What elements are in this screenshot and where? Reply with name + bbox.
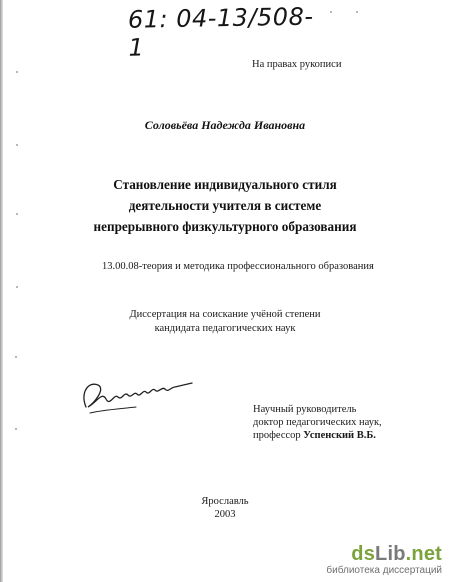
scan-speck	[16, 144, 18, 146]
supervisor-name-line	[253, 429, 382, 442]
scan-speck	[16, 71, 18, 73]
supervisor-role: Научный руководитель	[253, 404, 357, 415]
supervisor-name: Успенский В.Б.	[303, 430, 376, 441]
author-signature	[76, 363, 196, 425]
scan-speck	[15, 428, 17, 430]
degree-line: кандидата педагогических наук	[154, 323, 296, 334]
specialty-code: 13.00.08-теория и методика профессионального образования	[102, 261, 374, 272]
scan-speck	[330, 11, 332, 13]
year: 2003	[214, 509, 236, 520]
signature-svg	[76, 363, 196, 425]
logo-net: .net	[405, 543, 442, 565]
scan-speck	[356, 11, 358, 13]
supervisor-degree: доктор педагогических наук,	[253, 417, 382, 428]
dissertation-title	[0, 174, 450, 237]
logo-lib: Lib	[375, 543, 406, 565]
scan-speck	[16, 286, 18, 288]
scan-speck	[15, 356, 17, 358]
supervisor-block	[253, 403, 382, 442]
supervisor-title: профессор	[253, 430, 301, 441]
logo-ds: ds	[351, 543, 376, 565]
dslib-tagline: библиотека диссертаций	[326, 565, 442, 576]
title-line: деятельности учителя в системе	[128, 198, 322, 213]
city: Ярославль	[201, 496, 249, 507]
rights-note: На правах рукописи	[252, 59, 342, 70]
degree-statement	[0, 308, 450, 336]
title-line: Становление индивидуального стиля	[113, 177, 337, 192]
place-and-year	[0, 495, 450, 521]
title-line: непрерывного физкультурного образования	[93, 219, 357, 234]
author-name: Соловьёва Надежда Ивановна	[144, 118, 306, 132]
archive-code-handwritten: 61: 04-13/508-1	[127, 2, 314, 62]
dslib-watermark[interactable]	[326, 543, 442, 576]
degree-line: Диссертация на соискание учёной степени	[129, 309, 321, 320]
dslib-logo[interactable]	[326, 543, 442, 565]
